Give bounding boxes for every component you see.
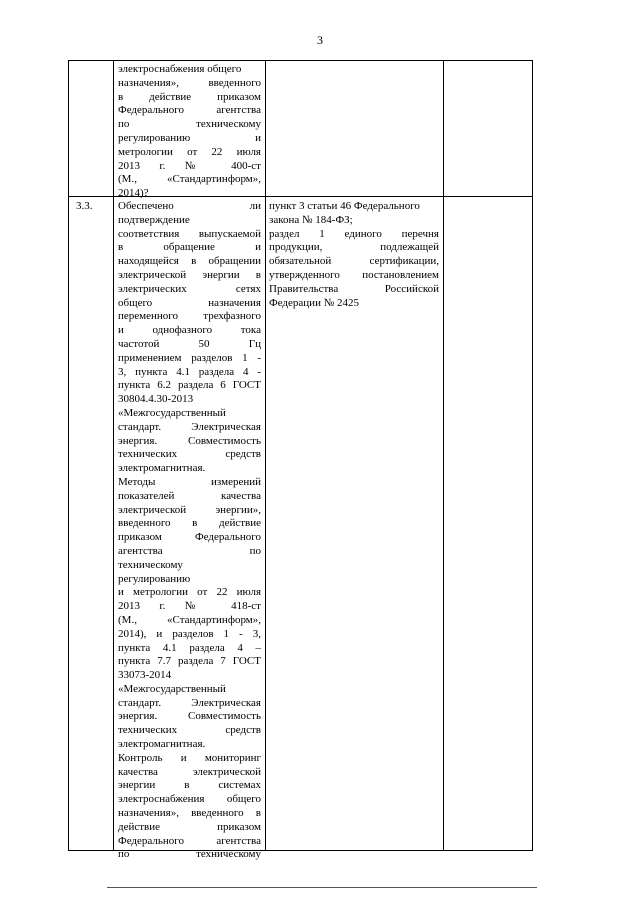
text-line: электромагнитная. <box>118 462 206 475</box>
text-line: действие приказом <box>118 820 261 833</box>
text-line: введенного в действие <box>118 517 261 530</box>
col-border <box>113 60 114 851</box>
text-line: пункт 3 статьи 46 Федерального <box>269 200 420 212</box>
text-line: пункта 6.2 раздела 6 ГОСТ <box>118 379 261 392</box>
question-text <box>118 200 261 862</box>
text-line: Федерации № 2425 <box>269 296 359 309</box>
text-line: электрической энергии», <box>118 503 261 516</box>
text-line: и метрологии от 22 июля <box>118 586 261 599</box>
text-line: переменного трехфазного <box>118 310 261 323</box>
text-line: 33073-2014 <box>118 669 172 682</box>
text-line: Федерального агентства <box>118 104 261 117</box>
text-line: подтверждение <box>118 213 190 226</box>
text-line: агентства по <box>118 544 261 557</box>
text-line: Федерального агентства <box>118 834 261 847</box>
text-line: электроснабжения общего <box>118 793 261 806</box>
text-line: частотой 50 Гц <box>118 337 261 350</box>
text-line: Методы измерений <box>118 475 261 488</box>
text-line: 30804.4.30-2013 <box>118 393 194 406</box>
text-line: (М., «Стандартинформ», <box>118 173 261 186</box>
text-line: метрологии от 22 июля <box>118 145 261 158</box>
page-number: 3 <box>317 33 323 47</box>
text-line: 2013 г. № 400-ст <box>118 159 261 172</box>
text-line: применением разделов 1 - <box>118 351 261 364</box>
text-line: энергии в системах <box>118 779 261 792</box>
text-line: 2013 г. № 418-ст <box>118 600 261 613</box>
text-line: электрической энергии в <box>118 268 261 281</box>
text-line: технических средств <box>118 448 261 461</box>
text-line: Обеспечено ли <box>118 200 261 212</box>
text-line: регулированию <box>118 572 191 585</box>
text-line: «Межгосударственный <box>118 682 226 695</box>
text-line: по техническому <box>118 118 261 131</box>
text-line: Контроль и мониторинг <box>118 751 261 764</box>
row-number: 3.3. <box>76 200 93 212</box>
text-line: (М., «Стандартинформ», <box>118 613 261 626</box>
text-line: обязательной сертификации, <box>269 255 439 268</box>
text-line: приказом Федерального <box>118 531 261 544</box>
text-line: техническому <box>118 558 183 571</box>
text-line: электромагнитная. <box>118 738 206 751</box>
text-line: утвержденного постановлением <box>269 268 439 281</box>
text-line: 2014), и разделов 1 - 3, <box>118 627 261 640</box>
question-text-continued <box>118 63 261 201</box>
text-line: регулированию и <box>118 131 261 144</box>
checklist-table <box>68 60 533 861</box>
text-line: пункта 7.7 раздела 7 ГОСТ <box>118 655 261 668</box>
text-line: закона № 184-ФЗ; <box>269 213 353 226</box>
text-line: качества электрической <box>118 765 261 778</box>
text-line: стандарт. Электрическая <box>118 696 261 709</box>
text-line: общего назначения <box>118 296 261 309</box>
col-border <box>443 60 444 851</box>
legal-reference-text <box>269 200 439 310</box>
text-line: назначения», введенного в <box>118 807 261 820</box>
text-line: «Межгосударственный <box>118 406 226 419</box>
table-top-border <box>68 60 533 61</box>
text-line: энергия. Совместимость <box>118 434 261 447</box>
text-line: в действие приказом <box>118 90 261 103</box>
text-line: электроснабжения общего <box>118 63 242 75</box>
text-line: показателей качества <box>118 489 261 502</box>
text-line: стандарт. Электрическая <box>118 420 261 433</box>
text-line: раздел 1 единого перечня <box>269 227 439 240</box>
text-line: технических средств <box>118 724 261 737</box>
text-line: в обращение и <box>118 241 261 254</box>
text-line: продукции, подлежащей <box>269 241 439 254</box>
col-border <box>532 60 533 851</box>
text-line: Правительства Российской <box>269 282 439 295</box>
text-line: 2014)? <box>118 187 149 200</box>
text-line: по техническому <box>118 848 261 861</box>
text-line: электрических сетях <box>118 282 261 295</box>
text-line: соответствия выпускаемой <box>118 227 261 240</box>
text-line: и однофазного тока <box>118 324 261 337</box>
text-line: назначения», введенного <box>118 76 261 89</box>
page-bottom-rule <box>107 887 537 888</box>
col-border <box>265 60 266 851</box>
text-line: находящейся в обращении <box>118 255 261 268</box>
text-line: 3, пункта 4.1 раздела 4 - <box>118 365 261 378</box>
col-border <box>68 60 69 851</box>
text-line: пункта 4.1 раздела 4 – <box>118 641 261 654</box>
text-line: энергия. Совместимость <box>118 710 261 723</box>
